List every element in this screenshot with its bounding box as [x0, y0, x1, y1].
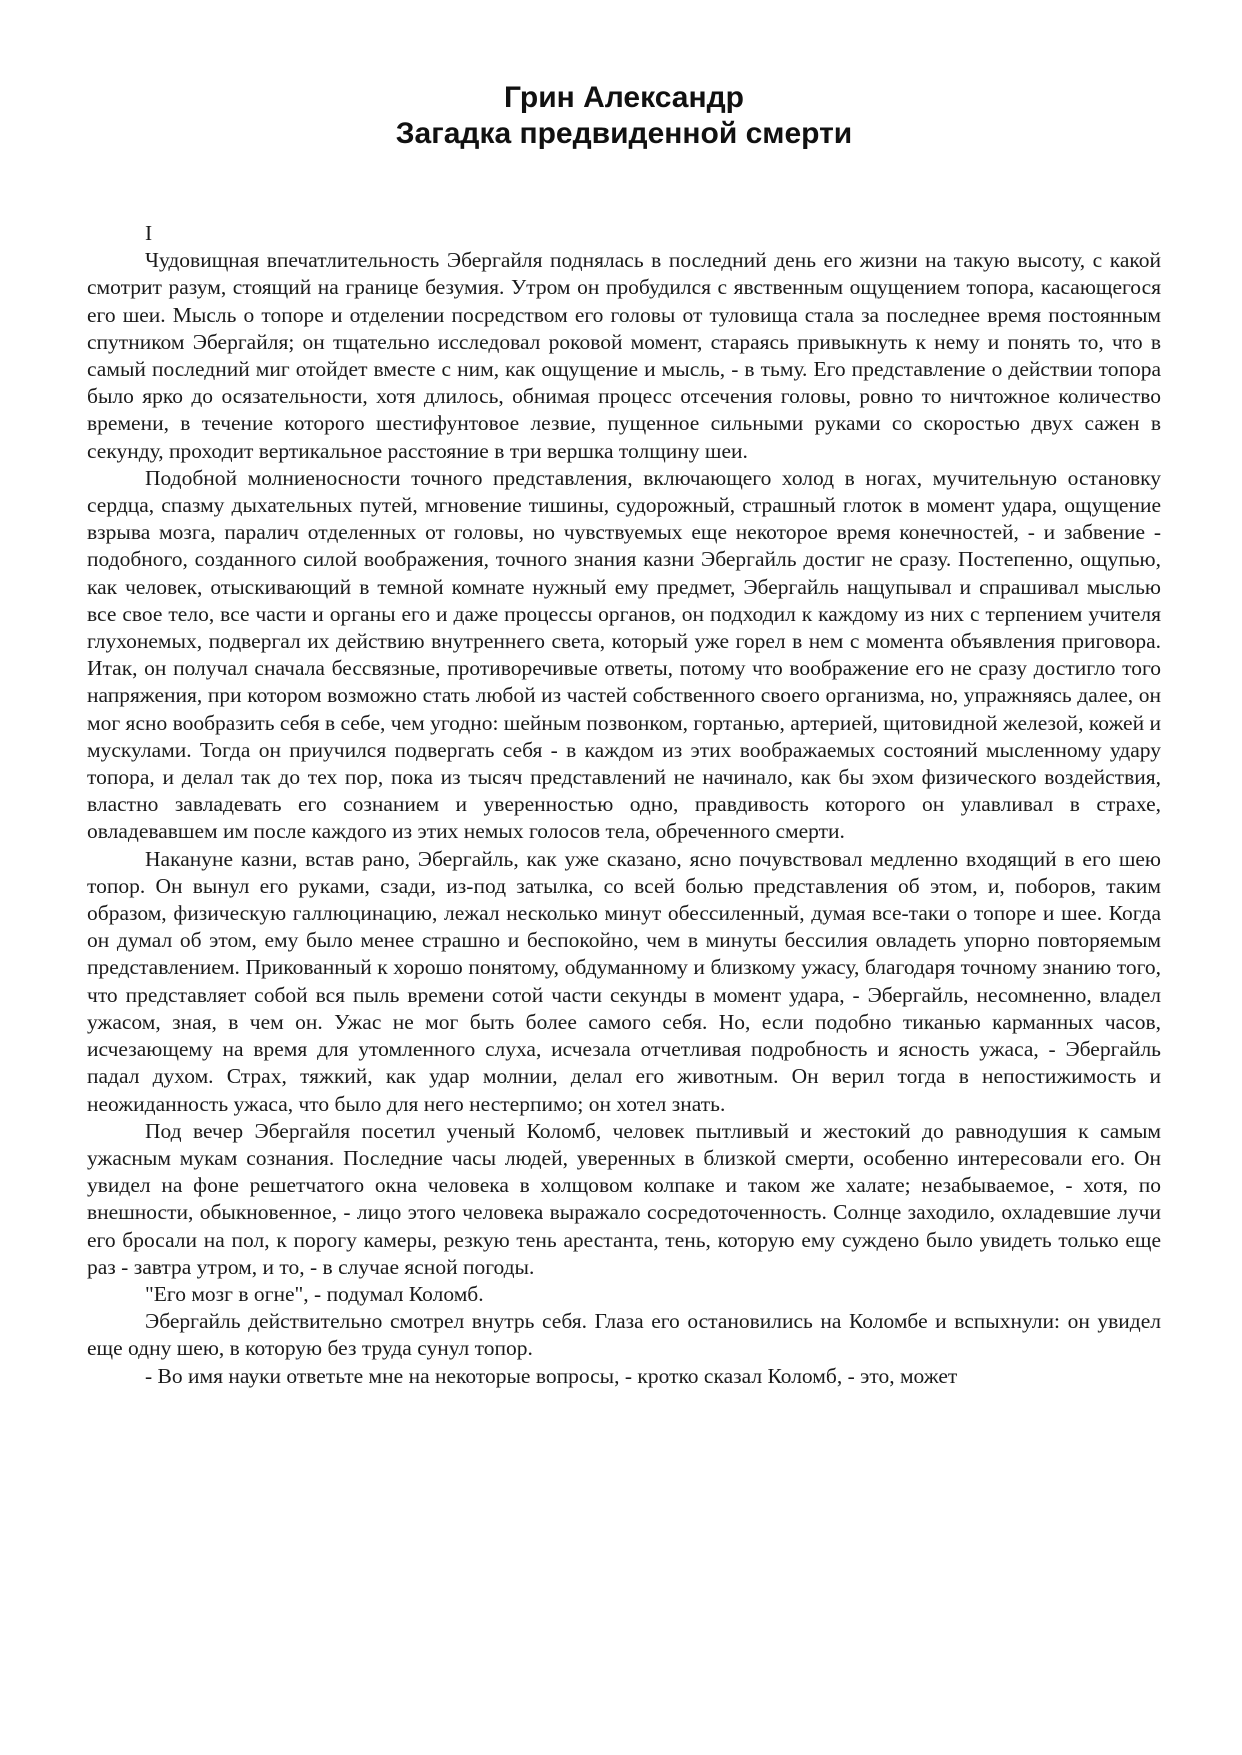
paragraph: Эбергайль действительно смотрел внутрь себя. Глаза его остановились на Коломбе и вспыхнули: он увидел еще одну шею, в которую без труда сунул топор. [87, 1309, 1161, 1361]
paragraph: - Во имя науки ответьте мне на некоторые вопросы, - кротко сказал Коломб, - это, может [145, 1363, 958, 1388]
chapter-number: I [145, 221, 153, 245]
document-title: Загадка предвиденной смерти [395, 117, 853, 150]
author-name: Грин Александр [504, 81, 744, 114]
body-text [87, 220, 1161, 1390]
paragraph: Чудовищная впечатлительность Эбергайля поднялась в последний день его жизни на такую высоту, с какой смотрит разум, стоящий на границе безумия. Утром он пробудился с явственным ощущением топора, касающегося его шеи. Мысль о топоре и отделении посредством его головы от туловища стала за последнее время постоянным спутником Эбергайля; он тщательно исследовал роковой момент, стараясь привыкнуть к нему и понять то, что в самый последний миг отойдет вместе с ним, как ощущение и мысль, - в тьму. Его представление о действии топора было ярко до осязательности, хотя длилось, обнимая процесс отсечения головы, ровно то ничтожное количество времени, в течение которого шестифунтовое лезвие, пущенное сильными руками со скоростью двух сажен в секунду, проходит вертикальное расстояние в три вершка толщину шеи. [87, 248, 1161, 463]
paragraph: Накануне казни, встав рано, Эбергайль, как уже сказано, ясно почувствовал медленно входящий в его шею топор. Он вынул его руками, сзади, из-под затылка, со всей болью представления об этом, и, поборов, таким образом, физическую галлюцинацию, лежал несколько минут обессиленный, думая все-таки о топоре и шее. Когда он думал об этом, ему было менее страшно и беспокойно, чем в минуты бессилия овладеть упорно повторяемым представлением. Прикованный к хорошо понятому, обдуманному и близкому ужасу, благодаря точному знанию того, что представляет собой вся пыль времени сотой части секунды в момент удара, - Эбергайль, несомненно, владел ужасом, зная, в чем он. Ужас не мог быть более самого себя. Но, если подобно тиканью карманных часов, исчезающему на время для утомленного слуха, исчезала отчетливая подробность и ясность ужаса, - Эбергайль падал духом. Страх, тяжкий, как удар молнии, делал его животным. Он верил тогда в непостижимость и неожиданность ужаса, что было для него нестерпимо; он хотел знать. [87, 846, 1161, 1116]
paragraph: "Его мозг в огне", - подумал Коломб. [145, 1281, 484, 1306]
paragraph: Под вечер Эбергайля посетил ученый Коломб, человек пытливый и жестокий до равнодушия к самым ужасным мукам сознания. Последние часы людей, уверенных в близкой смерти, особенно интересовали его. Он увидел на фоне решетчатого окна человека в холщовом колпаке и таком же халате; незабываемое, - хотя, по внешности, обыкновенное, - лицо этого человека выражало сосредоточенность. Солнце заходило, охладевшие лучи его бросали на пол, к порогу камеры, резкую тень арестанта, тень, которую ему суждено было увидеть только еще раз - завтра утром, и то, - в случае ясной погоды. [87, 1118, 1161, 1279]
document-page [87, 80, 1161, 1390]
paragraph: Подобной молниеносности точного представления, включающего холод в ногах, мучительную остановку сердца, спазму дыхательных путей, мгновение тишины, судорожный, страшный глоток в момент удара, ощущение взрыва мозга, паралич отделенных от головы, но чувствуемых еще некоторое время конечностей, - и забвение - подобного, созданного силой воображения, точного знания казни Эбергайль достиг не сразу. Постепенно, ощупью, как человек, отыскивающий в темной комнате нужный ему предмет, Эбергайль нащупывал и спрашивал мыслью все свое тело, все части и органы его и даже процессы органов, он подходил к каждому из них с терпением учителя глухонемых, подвергал их действию внутреннего света, который уже горел в нем с момента объявления приговора. Итак, он получал сначала бессвязные, противоречивые ответы, потому что воображение его не сразу достигло того напряжения, при котором возможно стать любой из частей собственного своего организма, но, упражняясь далее, он мог ясно вообразить себя в себе, чем угодно: шейным позвонком, гортанью, артерией, щитовидной железой, кожей и мускулами. Тогда он приучился подвергать себя - в каждом из этих воображаемых состояний мысленному удару топора, и делал так до тех пор, пока из тысяч представлений не начинало, как бы эхом физического воздействия, властно завладевать его сознанием и уверенностью одно, правдивость которого он улавливал в страхе, овладевавшем им после каждого из этих немых голосов тела, обреченного смерти. [87, 465, 1161, 844]
title-block [87, 80, 1161, 152]
